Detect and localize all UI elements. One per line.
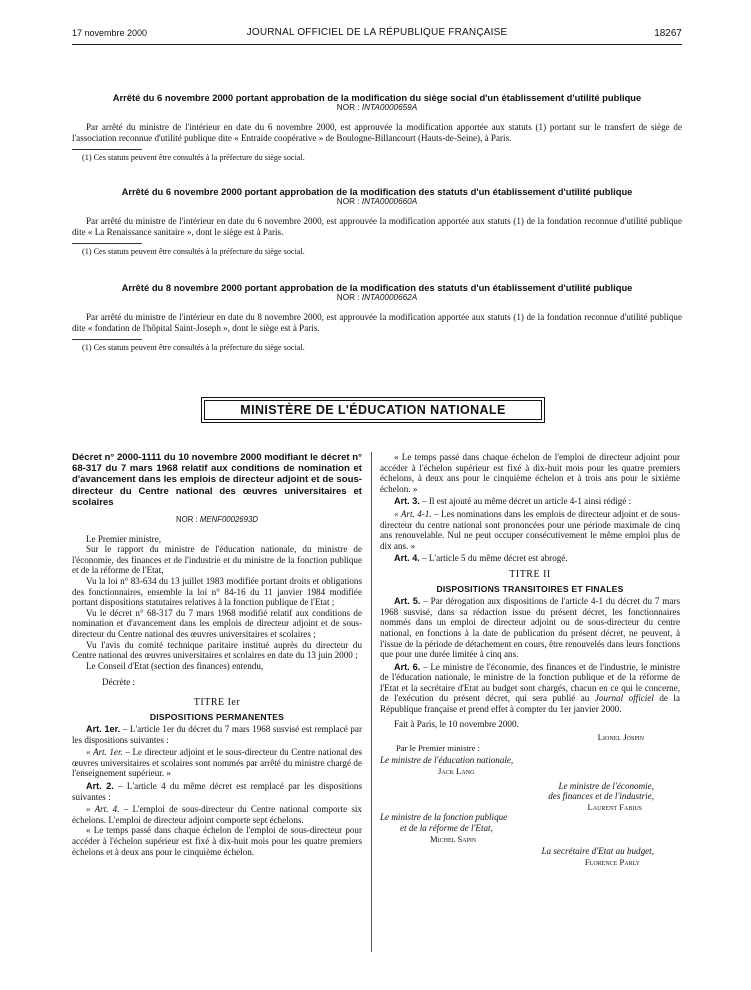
arrete-section-1 xyxy=(72,92,682,163)
nor-reference: NOR : INTA0000662A xyxy=(336,293,418,302)
minister-education-title: Le ministre de l'éducation nationale, xyxy=(380,755,514,766)
signature-fp: Michel Sapin xyxy=(430,833,477,844)
minister-economy-title: Le ministre de l'économie, xyxy=(558,780,654,791)
titre-subheading: DISPOSITIONS PERMANENTES xyxy=(149,711,285,722)
footnote-rule xyxy=(72,243,142,244)
nor-reference: NOR : INTA0000659A xyxy=(336,103,418,112)
decree-text: Vu le décret n° 68-317 du 7 mars 1968 modifié relatif aux conditions de nomination et d'avancement dans les emplois de directeur adjoint et de sous-directeur du Centre national des œuvres universitaires et scolaires ; xyxy=(72,607,362,639)
article-6: Art. 6. – Le ministre de l'économie, des finances et de l'industrie, le ministre de l'éducation nationale, le ministre de la fonction publique et de la réforme de l'Etat et la secrétaire d'Etat au budget sont chargés, chacun en ce qui le concerne, de l'exécution du présent décret, qui sera publié au Journal officiel de la République française et prend effet à compter du 1er janvier 2000. xyxy=(380,661,680,715)
article-2-quote: « Art. 4. – L'emploi de sous-directeur du Centre national comporte six échelons. L'emploi de directeur adjoint comporte sept échelons. xyxy=(72,804,362,825)
secretary-budget-title: La secrétaire d'Etat au budget, xyxy=(541,846,654,857)
column-divider xyxy=(371,452,372,952)
titre-heading: TITRE Ier xyxy=(193,696,241,708)
decrete-label: Décrète : xyxy=(102,677,136,688)
minister-fp-title: Le ministre de la fonction publique xyxy=(380,812,508,823)
titre-subheading: DISPOSITIONS TRANSITOIRES ET FINALES xyxy=(436,583,624,594)
arrete-body: Par arrêté du ministre de l'intérieur en date du 6 novembre 2000, est approuvée la modification apportée aux statuts (1) de la fondation reconnue d'utilité publique dite « La Renaissance sanitaire », dont le siège est à Paris. xyxy=(72,216,682,237)
header-date: 17 novembre 2000 xyxy=(72,28,148,38)
decree-title: Décret n° 2000-1111 du 10 novembre 2000 modifiant le décret n° 68-317 du 7 mars 1968 relatif aux conditions de nomination et d'avancement dans les emplois de directeur adjoint et de sous-directeur du Centre national des œuvres universitaires et scolaires xyxy=(72,452,362,508)
signature-budget: Florence Parly xyxy=(584,856,640,867)
nor-reference: NOR : INTA0000660A xyxy=(336,197,418,206)
article-2: Art. 2. – L'article 4 du même décret est remplacé par les dispositions suivantes : xyxy=(72,781,362,802)
article-2-quote: « Le temps passé dans chaque échelon de l'emploi de sous-directeur pour accéder à l'échelon supérieur est fixé à dix-huit mois pour les quatre premiers échelons et à deux ans pour le cinquième échelon. xyxy=(72,825,362,857)
arrete-section-2 xyxy=(72,186,682,257)
titre-heading: TITRE II xyxy=(509,568,551,580)
decree-text: « Le temps passé dans chaque échelon de l'emploi de directeur adjoint pour accéder à l'échelon supérieur est fixé à dix-huit mois pour les quatre premiers échelons, à deux ans pour le cinquième échelon et à trois ans pour le sixième échelon. » xyxy=(380,452,680,494)
header-rule xyxy=(72,44,682,45)
signature-education: Jack Lang xyxy=(438,766,475,777)
par-premier-ministre: Par le Premier ministre : xyxy=(396,742,481,753)
decree-left-column xyxy=(72,452,362,857)
page-header xyxy=(72,28,682,44)
footnote-rule xyxy=(72,149,142,150)
article-5: Art. 5. – Par dérogation aux dispositions de l'article 4-1 du décret du 7 mars 1968 susvisé, dans sa rédaction issue du présent décret, les fonctionnaires nommés dans un emploi de directeur adjoint ou de sous-directeur du centre national, en fonctions à la date de publication du présent décret, ne peuvent, à l'issue de la période de détachement en cours, être renouvelés dans leurs fonctions que pour une durée limitée à cinq ans. xyxy=(380,596,680,660)
arrete-title: Arrêté du 8 novembre 2000 portant approbation de la modification des statuts d'un établissement d'utilité publique xyxy=(121,282,633,293)
ministry-banner xyxy=(201,397,545,423)
decree-text: Vu la loi n° 83-634 du 13 juillet 1983 modifiée portant droits et obligations des fonctionnaires, ensemble la loi n° 84-16 du 11 janvier 1984 modifiée portant dispositions statutaires relatives à la fonction publique de l'Etat ; xyxy=(72,575,362,608)
decree-text: Le Premier ministre, xyxy=(86,533,162,544)
decree-right-column xyxy=(380,452,680,867)
footnote: (1) Ces statuts peuvent être consultés à la préfecture du siège social. xyxy=(82,247,305,256)
minister-economy-block xyxy=(380,781,654,813)
decree-text: Le Conseil d'Etat (section des finances) entendu, xyxy=(86,660,264,671)
decree-text: Vu l'avis du comité technique paritaire institué auprès du directeur du Centre national des œuvres universitaires et scolaires en date du 13 juin 2000 ; xyxy=(72,639,362,661)
arrete-section-3 xyxy=(72,282,682,353)
article-1: Art. 1er. – L'article 1er du décret du 7 mars 1968 susvisé est remplacé par les dispositions suivantes : xyxy=(72,724,362,745)
minister-economy-title-2: des finances et de l'industrie, xyxy=(548,791,654,802)
article-3-quote: « Art. 4-1. – Les nominations dans les emplois de directeur adjoint et de sous-directeur du centre national sont prononcées pour une période maximale de cinq ans renouvelable. Nul ne peut occuper consécutivement le même emploi plus de dix ans. » xyxy=(380,508,681,551)
signature-pm: Lionel Jospin xyxy=(597,732,644,743)
signature-economy: Laurent Fabius xyxy=(587,801,642,812)
footnote: (1) Ces statuts peuvent être consultés à la préfecture du siège social. xyxy=(82,153,305,162)
budget-block xyxy=(380,846,654,867)
signature-place-date: Fait à Paris, le 10 novembre 2000. xyxy=(394,718,519,729)
ministry-title: MINISTÈRE DE L'ÉDUCATION NATIONALE xyxy=(204,400,542,420)
article-3: Art. 3. – Il est ajouté au même décret un article 4-1 ainsi rédigé : xyxy=(394,496,632,507)
arrete-title: Arrêté du 6 novembre 2000 portant approbation de la modification des statuts d'un établissement d'utilité publique xyxy=(121,186,633,197)
journal-title: JOURNAL OFFICIEL DE LA RÉPUBLIQUE FRANÇAISE xyxy=(246,27,508,38)
page-number: 18267 xyxy=(654,28,682,39)
decree-text: Sur le rapport du ministre de l'éducation nationale, du ministre de l'économie, des finances et de l'industrie et du ministre de la fonction publique et de la réforme de l'Etat, xyxy=(72,544,362,576)
arrete-body: Par arrêté du ministre de l'intérieur en date du 6 novembre 2000, est approuvée la modification apportée aux statuts (1) portant sur le transfert de siège de l'association reconnue d'utilité publique dite « Entraide coopérative » de Boulogne-Billancourt (Hauts-de-Seine), à Paris. xyxy=(72,122,682,143)
decree-nor: NOR : MENF0002693D xyxy=(176,515,258,525)
arrete-body: Par arrêté du ministre de l'intérieur en date du 8 novembre 2000, est approuvée la modification apportée aux statuts (1) de la fondation reconnue d'utilité publique dite « fondation de l'hôpital Saint-Joseph », dont le siège est à Paris. xyxy=(72,312,682,333)
arrete-title: Arrêté du 6 novembre 2000 portant approbation de la modification du siège social d'un établissement d'utilité publique xyxy=(112,92,642,103)
minister-fp-title-2: et de la réforme de l'Etat, xyxy=(400,823,493,833)
footnote: (1) Ces statuts peuvent être consultés à la préfecture du siège social. xyxy=(82,343,305,352)
article-4: Art. 4. – L'article 5 du même décret est abrogé. xyxy=(394,553,568,564)
footnote-rule xyxy=(72,339,142,340)
article-1-quote: « Art. 1er. – Le directeur adjoint et le sous-directeur du Centre national des œuvres universitaires et scolaires sont nommés par arrêté du ministre chargé de l'enseignement supérieur. » xyxy=(72,747,362,779)
